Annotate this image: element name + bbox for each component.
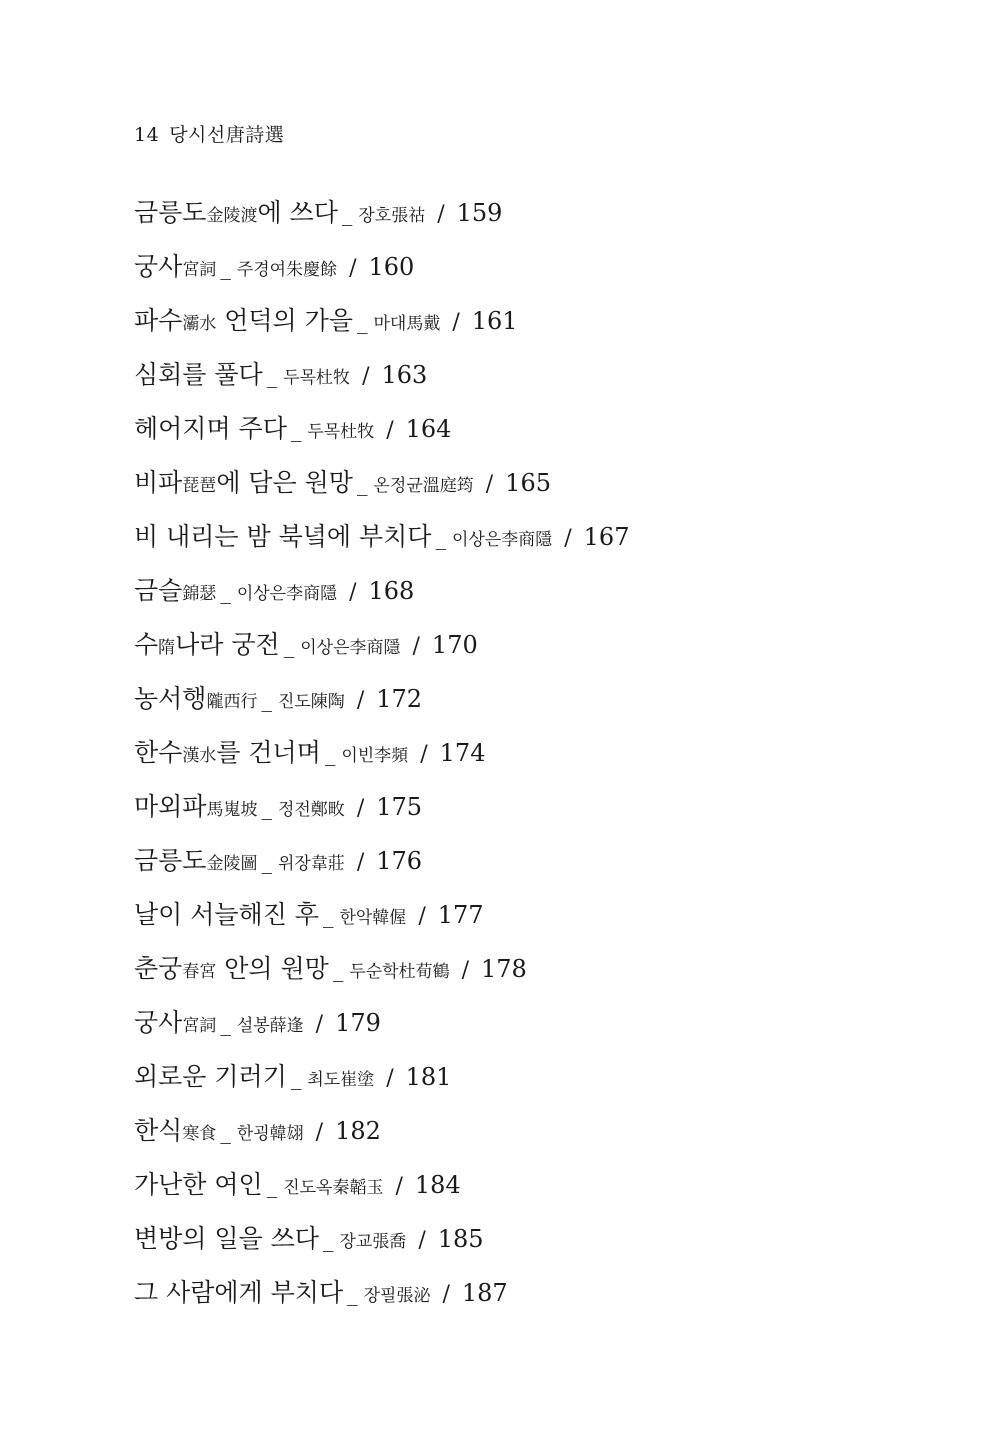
entry-author: 두목杜牧 (283, 368, 351, 388)
page-number: 14 (134, 124, 160, 146)
entry-page-number: 172 (376, 685, 423, 713)
entry-separator: _ (322, 904, 334, 928)
toc-entry (134, 568, 629, 622)
entry-title-text: 한수 (134, 738, 183, 767)
entry-slash: / (356, 688, 365, 713)
entry-title-hanja: 錦瑟 (182, 584, 217, 604)
entry-title-hanja: 琵琶 (182, 476, 217, 496)
entry-slash: / (461, 958, 470, 983)
entry-separator: _ (324, 742, 336, 766)
entry-separator: _ (220, 256, 231, 280)
entry-title (134, 1278, 343, 1307)
entry-title-text: 궁사 (134, 1008, 183, 1037)
entry-page-number: 164 (405, 415, 452, 443)
entry-slash: / (315, 1120, 324, 1145)
entry-slash: / (349, 580, 357, 605)
entry-title-hanja: 灞水 (182, 314, 217, 334)
toc-entry (134, 1270, 629, 1324)
toc-entry (134, 190, 629, 244)
entry-title-text: 나라 궁전 (175, 630, 280, 659)
toc-entry (134, 1108, 629, 1162)
toc-entry (134, 1162, 629, 1216)
entry-page-number: 185 (437, 1225, 484, 1253)
entry-page-number: 165 (505, 469, 551, 497)
entry-title-hanja: 宮詞 (182, 1016, 217, 1036)
entry-title-text: 에 담은 원망 (216, 468, 353, 497)
entry-author: 주경여朱慶餘 (236, 260, 338, 280)
entry-slash: / (395, 1174, 403, 1199)
toc-entry (134, 892, 629, 946)
entry-separator: _ (332, 958, 344, 982)
entry-slash: / (564, 526, 572, 551)
entry-author: 이상은李商隱 (300, 638, 401, 658)
entry-author: 온정균溫庭筠 (373, 476, 474, 496)
entry-slash: / (485, 472, 494, 497)
entry-title-hanja: 寒食 (182, 1124, 217, 1144)
entry-title-text: 비 내리는 밤 북녘에 부치다 (134, 522, 432, 551)
entry-separator: _ (341, 202, 353, 226)
entry-page-number: 160 (368, 253, 415, 281)
entry-separator: _ (356, 310, 368, 334)
entry-author: 설봉薛逢 (236, 1016, 304, 1036)
entry-page-number: 175 (376, 793, 423, 821)
entry-slash: / (362, 364, 370, 389)
entry-page-number: 177 (437, 901, 484, 929)
entry-slash: / (418, 1228, 426, 1253)
entry-title-text: 가난한 여인 (134, 1170, 263, 1199)
toc-entry (134, 1000, 629, 1054)
entry-slash: / (356, 796, 365, 821)
entry-title (134, 414, 287, 443)
entry-page-number: 182 (335, 1117, 381, 1145)
toc-entry (134, 730, 629, 784)
entry-author: 장교張喬 (339, 1232, 407, 1252)
entry-title-text: 언덕의 가을 (216, 306, 353, 335)
entry-slash: / (442, 1282, 450, 1307)
entry-title-text: 안의 원망 (216, 954, 329, 983)
entry-separator: _ (261, 850, 272, 874)
table-of-contents (134, 190, 629, 1324)
entry-title (134, 1008, 216, 1037)
entry-page-number: 179 (335, 1009, 381, 1037)
entry-page-number: 176 (376, 847, 423, 875)
entry-title-text: 파수 (134, 306, 183, 335)
entry-title (134, 900, 319, 929)
entry-title (134, 468, 353, 497)
entry-page-number: 178 (481, 955, 527, 983)
entry-title-text: 금릉도 (134, 846, 207, 875)
entry-title-text: 비파 (134, 468, 183, 497)
toc-entry (134, 1216, 629, 1270)
entry-author: 진도옥秦韜玉 (283, 1178, 384, 1198)
entry-author: 한굉韓翃 (236, 1124, 304, 1144)
entry-title (134, 684, 257, 713)
entry-title (134, 954, 329, 983)
entry-title (134, 738, 321, 767)
entry-author: 두목杜牧 (307, 422, 375, 442)
entry-slash: / (386, 1066, 394, 1091)
toc-entry (134, 244, 629, 298)
entry-title (134, 306, 353, 335)
entry-slash: / (452, 310, 460, 335)
entry-title-text: 헤어지며 주다 (134, 414, 287, 443)
toc-entry (134, 406, 629, 460)
entry-separator: _ (290, 418, 302, 442)
entry-author: 이상은李商隱 (451, 530, 553, 550)
toc-entry (134, 514, 629, 568)
entry-title-text: 수 (134, 630, 159, 659)
entry-title-text: 를 건너며 (216, 738, 321, 767)
entry-author: 정전鄭畋 (277, 800, 345, 820)
entry-title (134, 252, 216, 281)
entry-separator: _ (220, 1012, 231, 1036)
entry-page-number: 170 (431, 631, 478, 659)
entry-author: 이상은李商隱 (236, 584, 338, 604)
entry-title-hanja: 春宮 (182, 962, 217, 982)
entry-title-text: 날이 서늘해진 후 (134, 900, 319, 929)
entry-title-text: 금릉도 (134, 198, 207, 227)
entry-author: 위장韋莊 (277, 854, 345, 874)
entry-separator: _ (290, 1066, 302, 1090)
entry-slash: / (437, 202, 445, 227)
entry-title-text: 금슬 (134, 576, 183, 605)
entry-page-number: 167 (583, 523, 630, 551)
toc-entry (134, 1054, 629, 1108)
entry-title-hanja: 馬嵬坡 (206, 800, 258, 820)
toc-entry (134, 298, 629, 352)
entry-title-hanja: 隴西行 (206, 692, 258, 712)
entry-title (134, 522, 431, 551)
entry-slash: / (412, 634, 420, 659)
entry-author: 마대馬戴 (373, 314, 441, 334)
entry-slash: / (418, 904, 426, 929)
entry-separator: _ (347, 1282, 358, 1306)
entry-title-text: 마외파 (134, 792, 207, 821)
entry-title-text: 외로운 기러기 (134, 1062, 287, 1091)
entry-separator: _ (261, 688, 272, 712)
entry-title-text: 한식 (134, 1116, 183, 1145)
entry-title-hanja: 宮詞 (182, 260, 217, 280)
toc-entry (134, 784, 629, 838)
entry-title-hanja: 漢水 (182, 746, 217, 766)
entry-slash: / (420, 742, 428, 767)
entry-separator: _ (261, 796, 272, 820)
entry-slash: / (356, 850, 365, 875)
entry-author: 진도陳陶 (277, 692, 345, 712)
entry-page-number: 159 (456, 199, 503, 227)
entry-page-number: 174 (439, 739, 486, 767)
entry-author: 장호張祜 (358, 206, 426, 226)
entry-page-number: 168 (368, 577, 415, 605)
entry-page-number: 181 (405, 1063, 452, 1091)
entry-title (134, 576, 216, 605)
entry-separator: _ (283, 634, 295, 658)
entry-author: 두순학杜荀鶴 (349, 962, 450, 982)
entry-title-hanja: 金陵渡 (206, 206, 258, 226)
entry-slash: / (315, 1012, 324, 1037)
entry-author: 장필張泌 (363, 1286, 431, 1306)
entry-title (134, 360, 263, 389)
entry-title (134, 630, 280, 659)
entry-separator: _ (266, 364, 278, 388)
entry-separator: _ (322, 1228, 334, 1252)
entry-page-number: 163 (381, 361, 428, 389)
entry-slash: / (386, 418, 394, 443)
entry-separator: _ (220, 580, 231, 604)
toc-entry (134, 838, 629, 892)
toc-entry (134, 946, 629, 1000)
toc-entry (134, 622, 629, 676)
entry-title-hanja: 金陵圖 (206, 854, 258, 874)
toc-entry (134, 676, 629, 730)
entry-title-text: 변방의 일을 쓰다 (134, 1224, 319, 1253)
entry-title (134, 198, 338, 227)
entry-separator: _ (266, 1174, 278, 1198)
entry-title-hanja: 隋 (158, 638, 176, 658)
entry-title-text: 농서행 (134, 684, 207, 713)
toc-entry (134, 352, 629, 406)
entry-title (134, 792, 257, 821)
entry-separator: _ (435, 526, 446, 550)
entry-title-text: 에 쓰다 (257, 198, 338, 227)
entry-slash: / (349, 256, 357, 281)
entry-page-number: 187 (461, 1279, 508, 1307)
entry-title (134, 846, 257, 875)
entry-separator: _ (356, 472, 368, 496)
entry-title-text: 궁사 (134, 252, 183, 281)
entry-page-number: 161 (471, 307, 518, 335)
running-head (134, 120, 284, 147)
book-title: 당시선唐詩選 (169, 124, 285, 146)
entry-page-number: 184 (414, 1171, 461, 1199)
entry-title-text: 그 사람에게 부치다 (134, 1278, 344, 1307)
entry-title-text: 춘궁 (134, 954, 183, 983)
toc-entry (134, 460, 629, 514)
entry-title (134, 1062, 287, 1091)
entry-title-text: 심회를 풀다 (134, 360, 263, 389)
entry-author: 이빈李頻 (341, 746, 409, 766)
entry-author: 한악韓偓 (339, 908, 407, 928)
entry-separator: _ (220, 1120, 231, 1144)
entry-title (134, 1116, 216, 1145)
entry-title (134, 1224, 319, 1253)
entry-title (134, 1170, 263, 1199)
entry-author: 최도崔塗 (307, 1070, 375, 1090)
